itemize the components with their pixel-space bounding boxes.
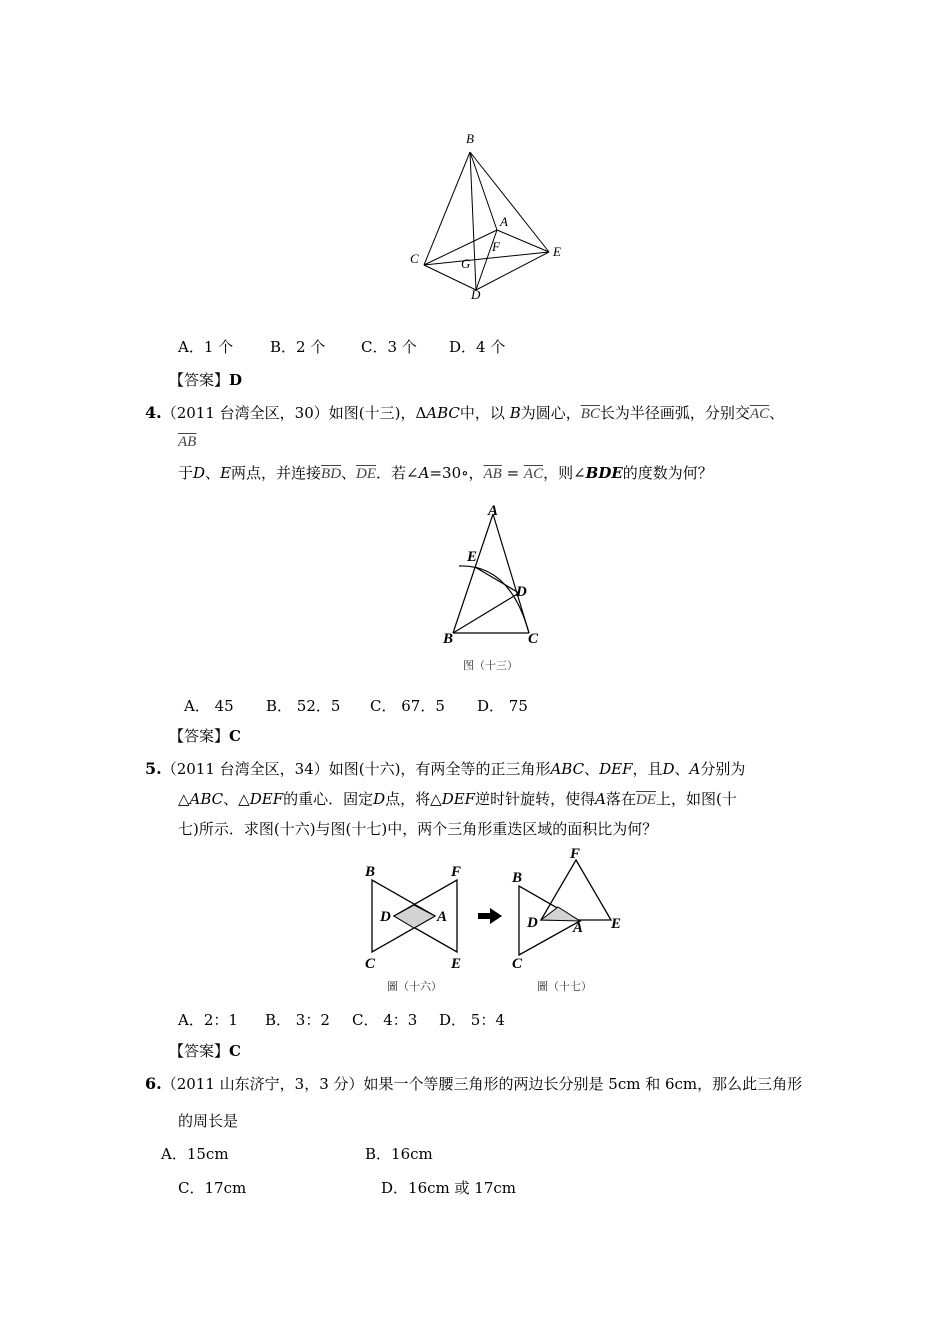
q3-option-d: D．4 个 bbox=[449, 338, 506, 356]
fig17-label-D: D bbox=[527, 915, 538, 931]
q4-arc-ab: $\overline{AB}$ bbox=[178, 434, 197, 450]
q6-line2: 的周长是 bbox=[178, 1112, 239, 1130]
q4-option-b: B． 52．5 bbox=[266, 697, 341, 715]
fig16-caption: 圖（十六） bbox=[387, 981, 442, 993]
fig17-caption: 圖（十七） bbox=[537, 981, 592, 993]
q6-option-d: D．16cm 或 17cm bbox=[381, 1179, 516, 1197]
q5-option-d: D． 5：4 bbox=[439, 1011, 505, 1029]
fig16-label-E: E bbox=[451, 956, 462, 972]
q4-option-a: A． 45 bbox=[184, 697, 234, 715]
fig17-label-A: A bbox=[573, 920, 584, 936]
q4-line2: 于D、E两点，并连接$\overline{BD}$、$\overline{DE}$．若∠A=30∘，$\overline{AB} = \overline{AC}$，则∠BDE的度数为何？ bbox=[178, 464, 713, 482]
fig1-label-C: C bbox=[410, 251, 419, 266]
q6-line1: 6.（2011 山东济宁，3，3 分）如果一个等腰三角形的两边长分别是 5cm 和 6cm，那么此三角形 bbox=[145, 1074, 803, 1093]
fig16-label-C: C bbox=[365, 956, 376, 972]
q5-option-a: A．2：1 bbox=[178, 1011, 238, 1029]
q3-option-b: B．2 个 bbox=[270, 338, 326, 356]
fig1-label-B: B bbox=[466, 131, 474, 146]
q5-answer: 【答案】C bbox=[169, 1042, 241, 1060]
fig17-label-C: C bbox=[512, 956, 523, 972]
q3-answer: 【答案】D bbox=[169, 371, 243, 389]
figure-16-17 bbox=[355, 845, 635, 995]
fig13-label-C: C bbox=[528, 631, 539, 647]
fig1-label-G: G bbox=[461, 256, 471, 271]
arrow-icon bbox=[478, 908, 502, 924]
q6-option-c: C．17cm bbox=[178, 1179, 247, 1197]
fig16-label-B: B bbox=[365, 864, 376, 880]
fig13-label-D: D bbox=[516, 584, 527, 600]
fig17-label-E: E bbox=[611, 916, 622, 932]
fig1-label-E: E bbox=[553, 244, 561, 259]
q6-option-b: B．16cm bbox=[365, 1145, 433, 1163]
q4-option-d: D． 75 bbox=[477, 697, 528, 715]
q5-line3: 七)所示．求图(十六)与图(十七)中，两个三角形重迭区域的面积比为何？ bbox=[178, 820, 658, 838]
fig17-label-B: B bbox=[512, 870, 523, 886]
q4-answer: 【答案】C bbox=[169, 727, 241, 745]
fig17-label-F: F bbox=[570, 846, 581, 862]
fig1-label-F: F bbox=[492, 239, 500, 254]
fig16-label-F: F bbox=[451, 864, 462, 880]
q5-option-b: B． 3：2 bbox=[265, 1011, 330, 1029]
fig16-label-D: D bbox=[380, 909, 391, 925]
fig16-label-A: A bbox=[437, 909, 448, 925]
fig13-label-B: B bbox=[443, 631, 454, 647]
fig13-label-A: A bbox=[488, 503, 499, 519]
q3-option-a: A．1 个 bbox=[178, 338, 234, 356]
q5-line1: 5.（2011 台湾全区，34）如图(十六)，有两全等的正三角形ABC、DEF，且D、A分别为 bbox=[145, 759, 746, 778]
figure-13 bbox=[440, 500, 550, 680]
figure-pyramid bbox=[400, 125, 580, 310]
q3-option-c: C．3 个 bbox=[361, 338, 417, 356]
q5-line2: △ABC、△DEF的重心．固定D点，将△DEF逆时针旋转，使得A落在$\overline{DE}$上，如图(十 bbox=[178, 790, 737, 808]
q4-option-c: C． 67．5 bbox=[370, 697, 445, 715]
fig1-label-A: A bbox=[500, 214, 508, 229]
fig13-caption: 图（十三） bbox=[463, 660, 518, 672]
q4-line1: 4.（2011 台湾全区，30）如图(十三)，ΔABC中，以 B为圆心，$\overline{BC}$长为半径画弧，分别交$\overline{AC}$、 bbox=[145, 403, 785, 422]
fig13-label-E: E bbox=[467, 549, 478, 565]
fig1-label-D: D bbox=[471, 287, 481, 302]
q6-option-a: A．15cm bbox=[161, 1145, 229, 1163]
q5-option-c: C． 4：3 bbox=[352, 1011, 418, 1029]
